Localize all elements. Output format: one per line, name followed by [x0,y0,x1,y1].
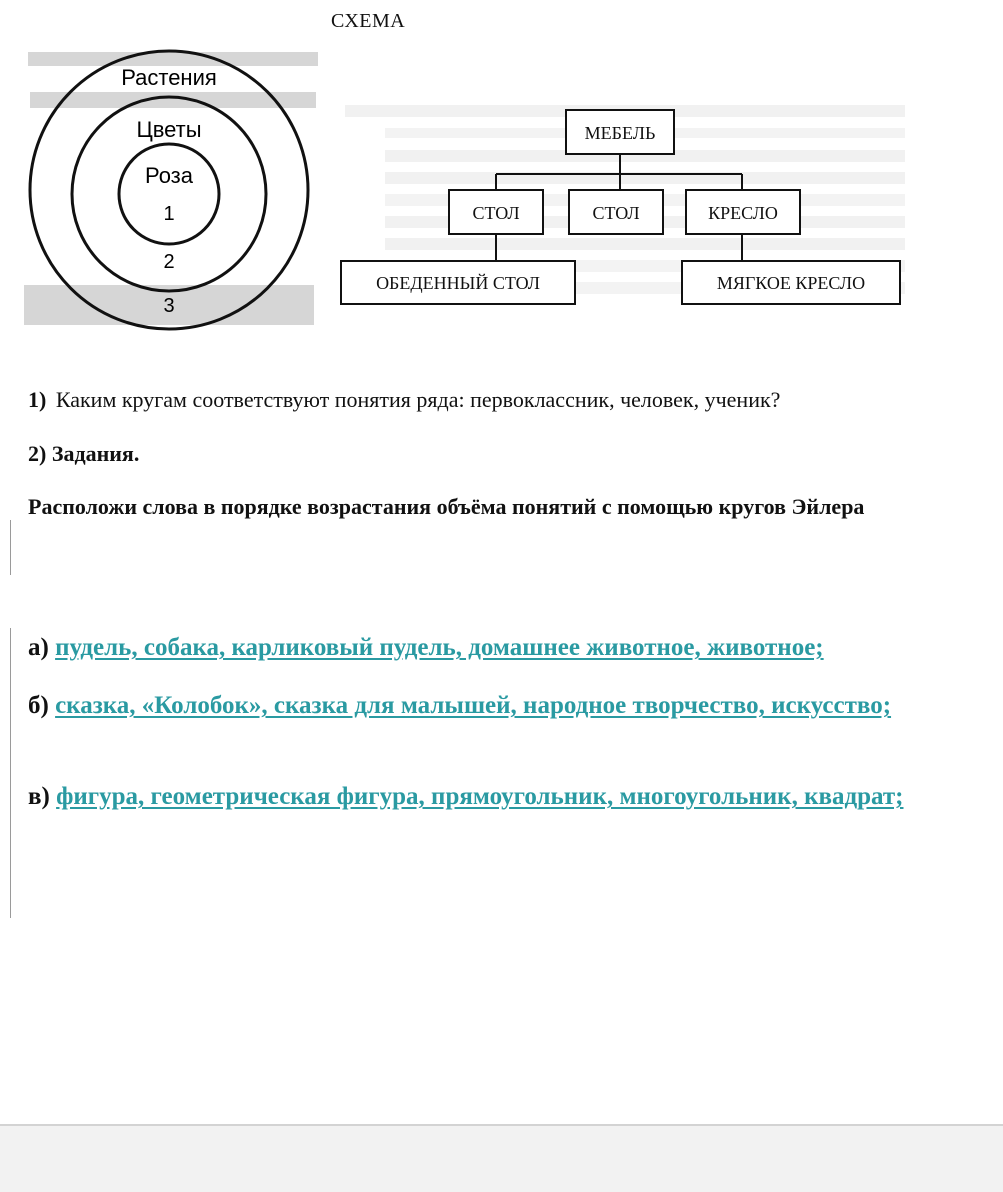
task-a-prefix: а) [28,634,49,661]
task-a [28,633,978,663]
left-margin-bar-bottom [10,628,11,918]
euler-inner-label: Роза [144,163,194,188]
instruction-text: Расположи слова в порядке возрастания объёма понятий с помощью кругов Эйлера [28,494,865,519]
tree-child-1-label: СТОЛ [472,203,520,223]
euler-inner-circle [119,144,219,244]
left-margin-bar-top [10,520,11,575]
question-2-heading: 2) Задания. [28,441,140,466]
euler-outer-label: Растения [121,65,217,90]
task-c-link[interactable]: фигура, геометрическая фигура, прямоугольник, многоугольник, квадрат; [56,783,904,810]
tree-leaf-left-label: ОБЕДЕННЫЙ СТОЛ [376,273,540,293]
footer-bar [0,1124,1003,1192]
euler-middle-label: Цветы [136,117,202,142]
question-1-text: Каким кругам соответствуют понятия ряда: первоклассник, человек, ученик? [55,387,781,412]
euler-number-outer: 3 [163,295,175,317]
euler-number-middle: 2 [163,251,175,273]
question-1 [28,387,780,413]
tree-leaf-right-label: МЯГКОЕ КРЕСЛО [716,273,866,293]
question-1-number: 1) [28,387,47,412]
euler-number-inner: 1 [163,203,175,225]
task-b-link[interactable]: сказка, «Колобок», сказка для малышей, народное творчество, искусство; [55,692,892,719]
task-c [28,782,978,812]
task-c-prefix: в) [28,783,50,810]
tree-child-3-label: КРЕСЛО [708,203,778,223]
task-b-prefix: б) [28,692,49,719]
task-a-link[interactable]: пудель, собака, карликовый пудель, домашнее животное, животное; [55,634,824,661]
tree-root-label: МЕБЕЛЬ [584,123,656,143]
tree-child-2-label: СТОЛ [592,203,640,223]
schema-figure [0,0,1003,360]
task-b [28,691,978,721]
schema-title: СХЕМА [331,10,406,32]
